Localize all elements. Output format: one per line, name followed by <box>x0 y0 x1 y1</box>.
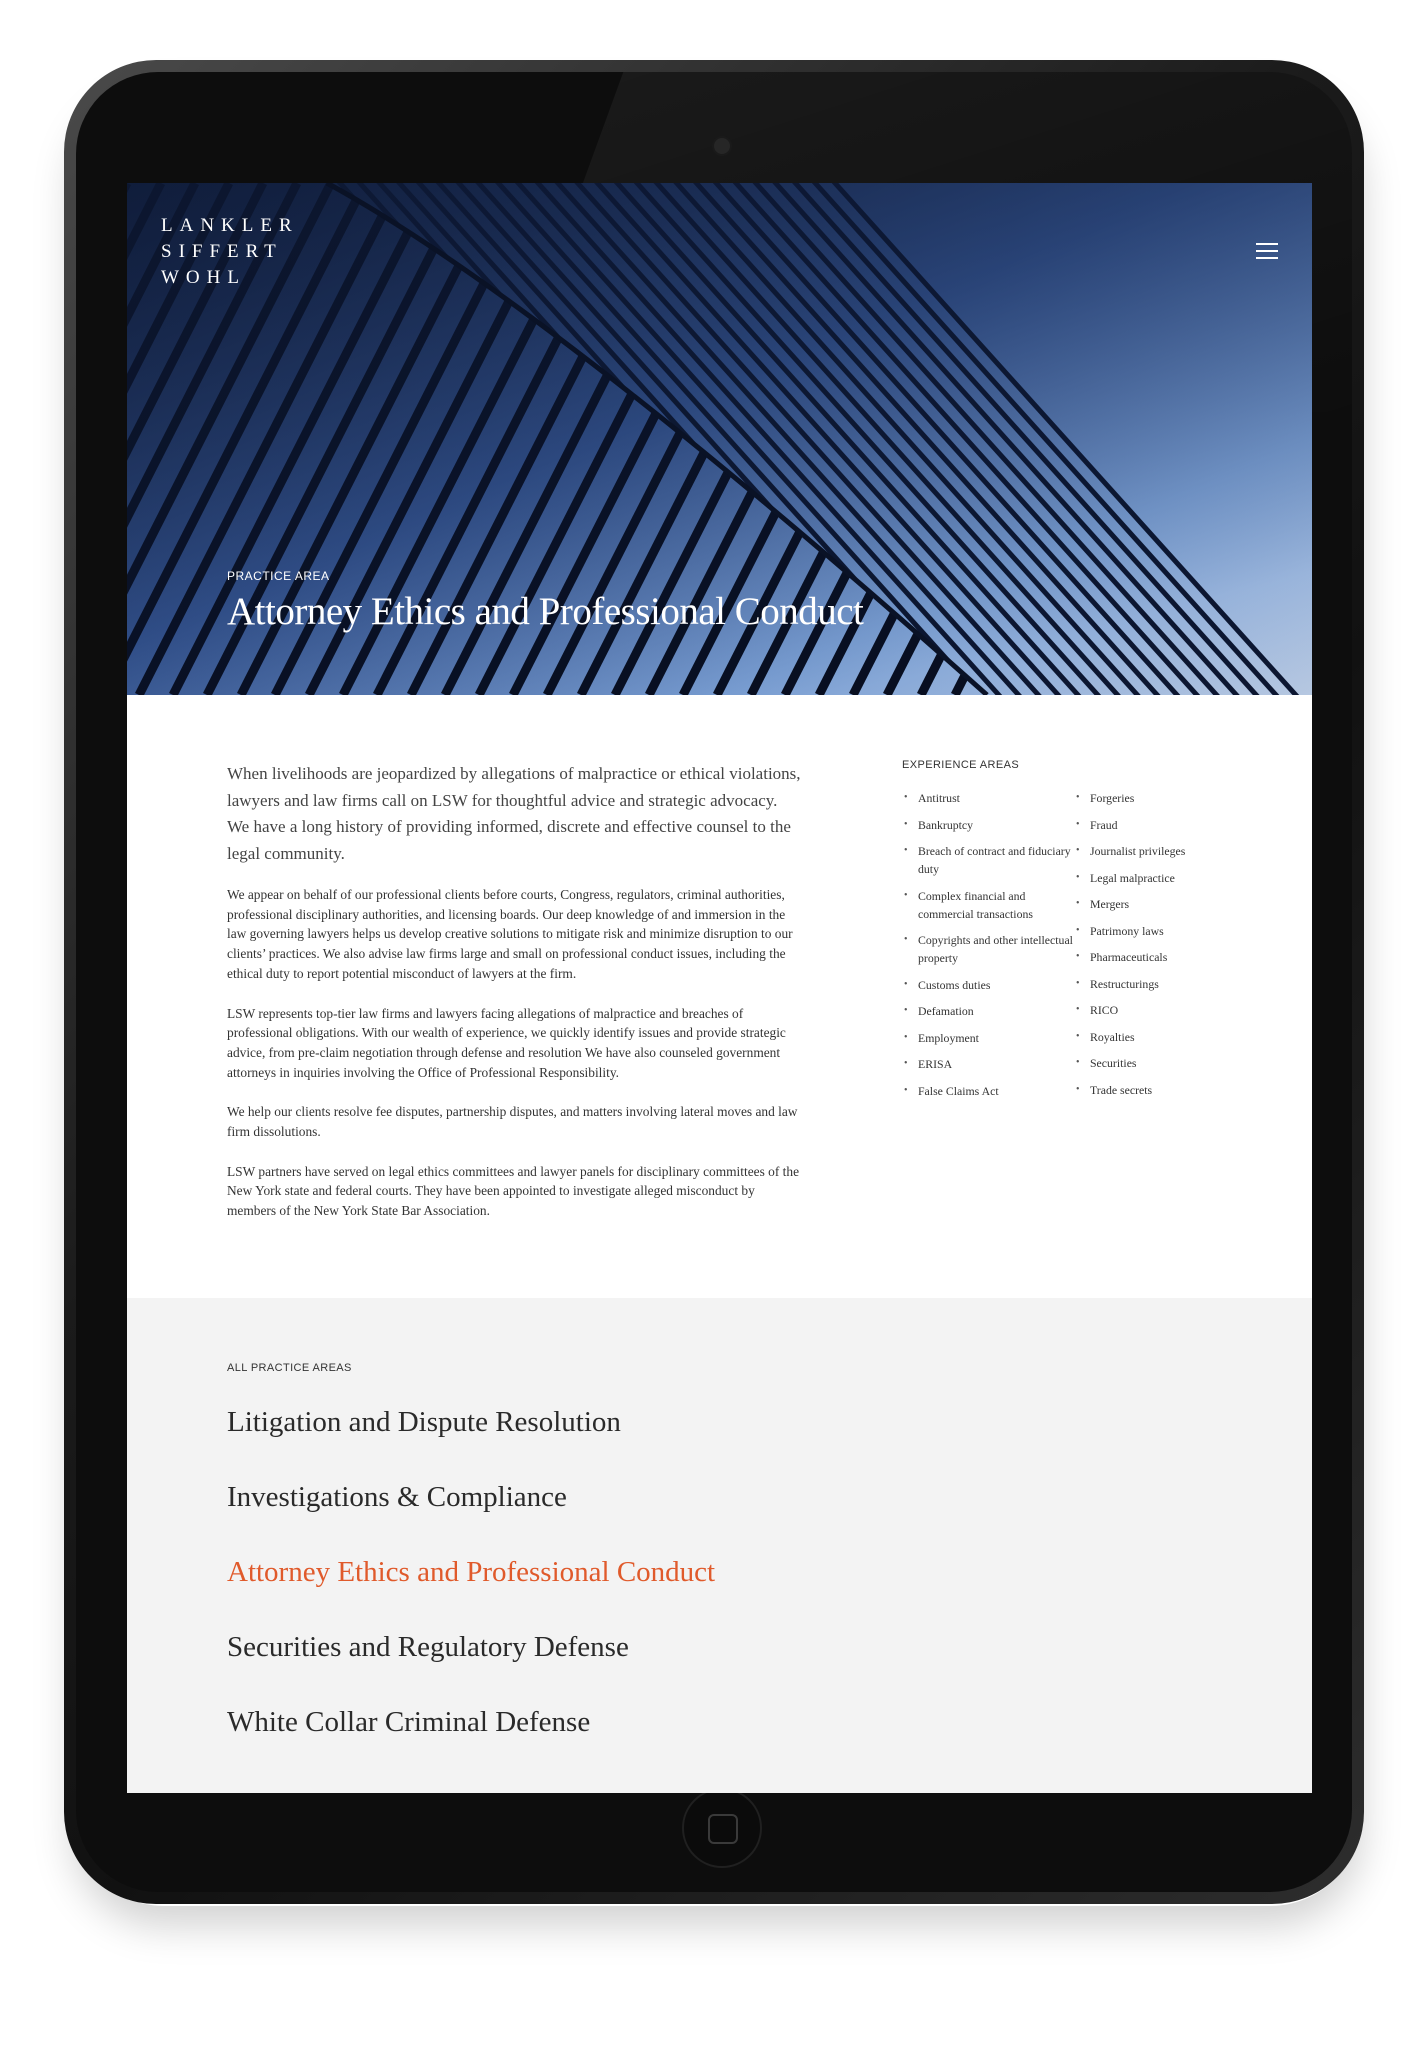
experience-item: • Patrimony laws <box>1074 922 1224 940</box>
experience-item: • Copyrights and other intellectual property <box>902 931 1074 967</box>
experience-item: • Antitrust <box>902 789 1074 807</box>
logo-line-3: WOHL <box>161 267 246 288</box>
all-practice-areas <box>127 1298 1312 1793</box>
hero-banner <box>127 183 1312 695</box>
experience-item: • Fraud <box>1074 816 1224 834</box>
experience-item: • Royalties <box>1074 1028 1224 1046</box>
logo-line-2: SIFFERT <box>161 241 283 262</box>
experience-item: • Restructurings <box>1074 975 1224 993</box>
experience-column-2 <box>1074 789 1224 1108</box>
experience-item: • Trade secrets <box>1074 1081 1224 1099</box>
body-paragraph: LSW represents top-tier law firms and lawyers facing allegations of malpractice and breaches of professional obligations. With our wealth of experience, we quickly identify issues and provide strategic advice, from pre-claim negotiation through defense and resolution We have also counseled government attorneys in inquiries involving the Office of Professional Responsibility. <box>227 1005 786 1080</box>
hamburger-menu-icon[interactable] <box>1256 243 1278 259</box>
experience-areas-heading: EXPERIENCE AREAS <box>902 759 1020 771</box>
practice-area-link[interactable]: Litigation and Dispute Resolution <box>227 1406 621 1438</box>
screen <box>127 183 1312 1793</box>
practice-area-eyebrow: PRACTICE AREA <box>227 569 330 583</box>
experience-areas <box>902 759 1232 1108</box>
practice-area-link[interactable]: White Collar Criminal Defense <box>227 1706 591 1738</box>
practice-area-link[interactable]: Securities and Regulatory Defense <box>227 1631 629 1663</box>
experience-item: • Employment <box>902 1029 1074 1047</box>
front-camera <box>712 136 732 156</box>
experience-item: • ERISA <box>902 1055 1074 1073</box>
firm-logo[interactable] <box>161 213 299 291</box>
experience-item: • Forgeries <box>1074 789 1224 807</box>
experience-item: • Customs duties <box>902 976 1074 994</box>
experience-item: • Securities <box>1074 1054 1224 1072</box>
experience-item: • False Claims Act <box>902 1082 1074 1100</box>
logo-line-1: LANKLER <box>161 215 299 236</box>
page-title: Attorney Ethics and Professional Conduct <box>227 590 864 633</box>
practice-area-list <box>227 1402 715 1777</box>
main-content <box>127 695 1312 1298</box>
practice-area-link[interactable]: Attorney Ethics and Professional Conduct <box>227 1556 716 1588</box>
experience-item: • Bankruptcy <box>902 816 1074 834</box>
practice-description <box>227 761 802 1241</box>
experience-item: • Pharmaceuticals <box>1074 948 1224 966</box>
experience-item: • Journalist privileges <box>1074 842 1224 860</box>
experience-columns <box>902 789 1232 1108</box>
body-paragraph: LSW partners have served on legal ethics committees and lawyer panels for disciplinary committees of the New York state and federal courts. They have been appointed to investigate alleged misconduct by members of the New York State Bar Association. <box>227 1163 800 1219</box>
experience-item: • Defamation <box>902 1002 1074 1020</box>
experience-column-1 <box>902 789 1074 1108</box>
experience-item: • RICO <box>1074 1001 1224 1019</box>
body-paragraph: We appear on behalf of our professional clients before courts, Congress, regulators, criminal authorities, professional disciplinary authorities, and licensing boards. Our deep knowledge of and immersion in the law governing lawyers helps us develop creative solutions to mitigate risk and minimize disruption to our clients’ practices. We also advise law firms large and small on professional conduct issues, including the ethical duty to report potential misconduct of lawyers at the firm. <box>227 887 793 981</box>
lead-paragraph: When livelihoods are jeopardized by allegations of malpractice or ethical violations, lawyers and law firms call on LSW for thoughtful advice and strategic advocacy. We have a long history of providing informed, discrete and effective counsel to the legal community. <box>227 764 801 863</box>
all-practice-areas-heading: ALL PRACTICE AREAS <box>227 1362 352 1374</box>
experience-item: • Legal malpractice <box>1074 869 1224 887</box>
practice-area-link[interactable]: Investigations & Compliance <box>227 1481 567 1513</box>
experience-item: • Mergers <box>1074 895 1224 913</box>
body-paragraph: We help our clients resolve fee disputes, partnership disputes, and matters involving lateral moves and law firm dissolutions. <box>227 1104 798 1140</box>
experience-item: • Breach of contract and fiduciary duty <box>902 842 1074 878</box>
home-button[interactable] <box>682 1788 762 1868</box>
home-button-icon <box>708 1814 738 1844</box>
experience-item: • Complex financial and commercial transactions <box>902 887 1074 923</box>
